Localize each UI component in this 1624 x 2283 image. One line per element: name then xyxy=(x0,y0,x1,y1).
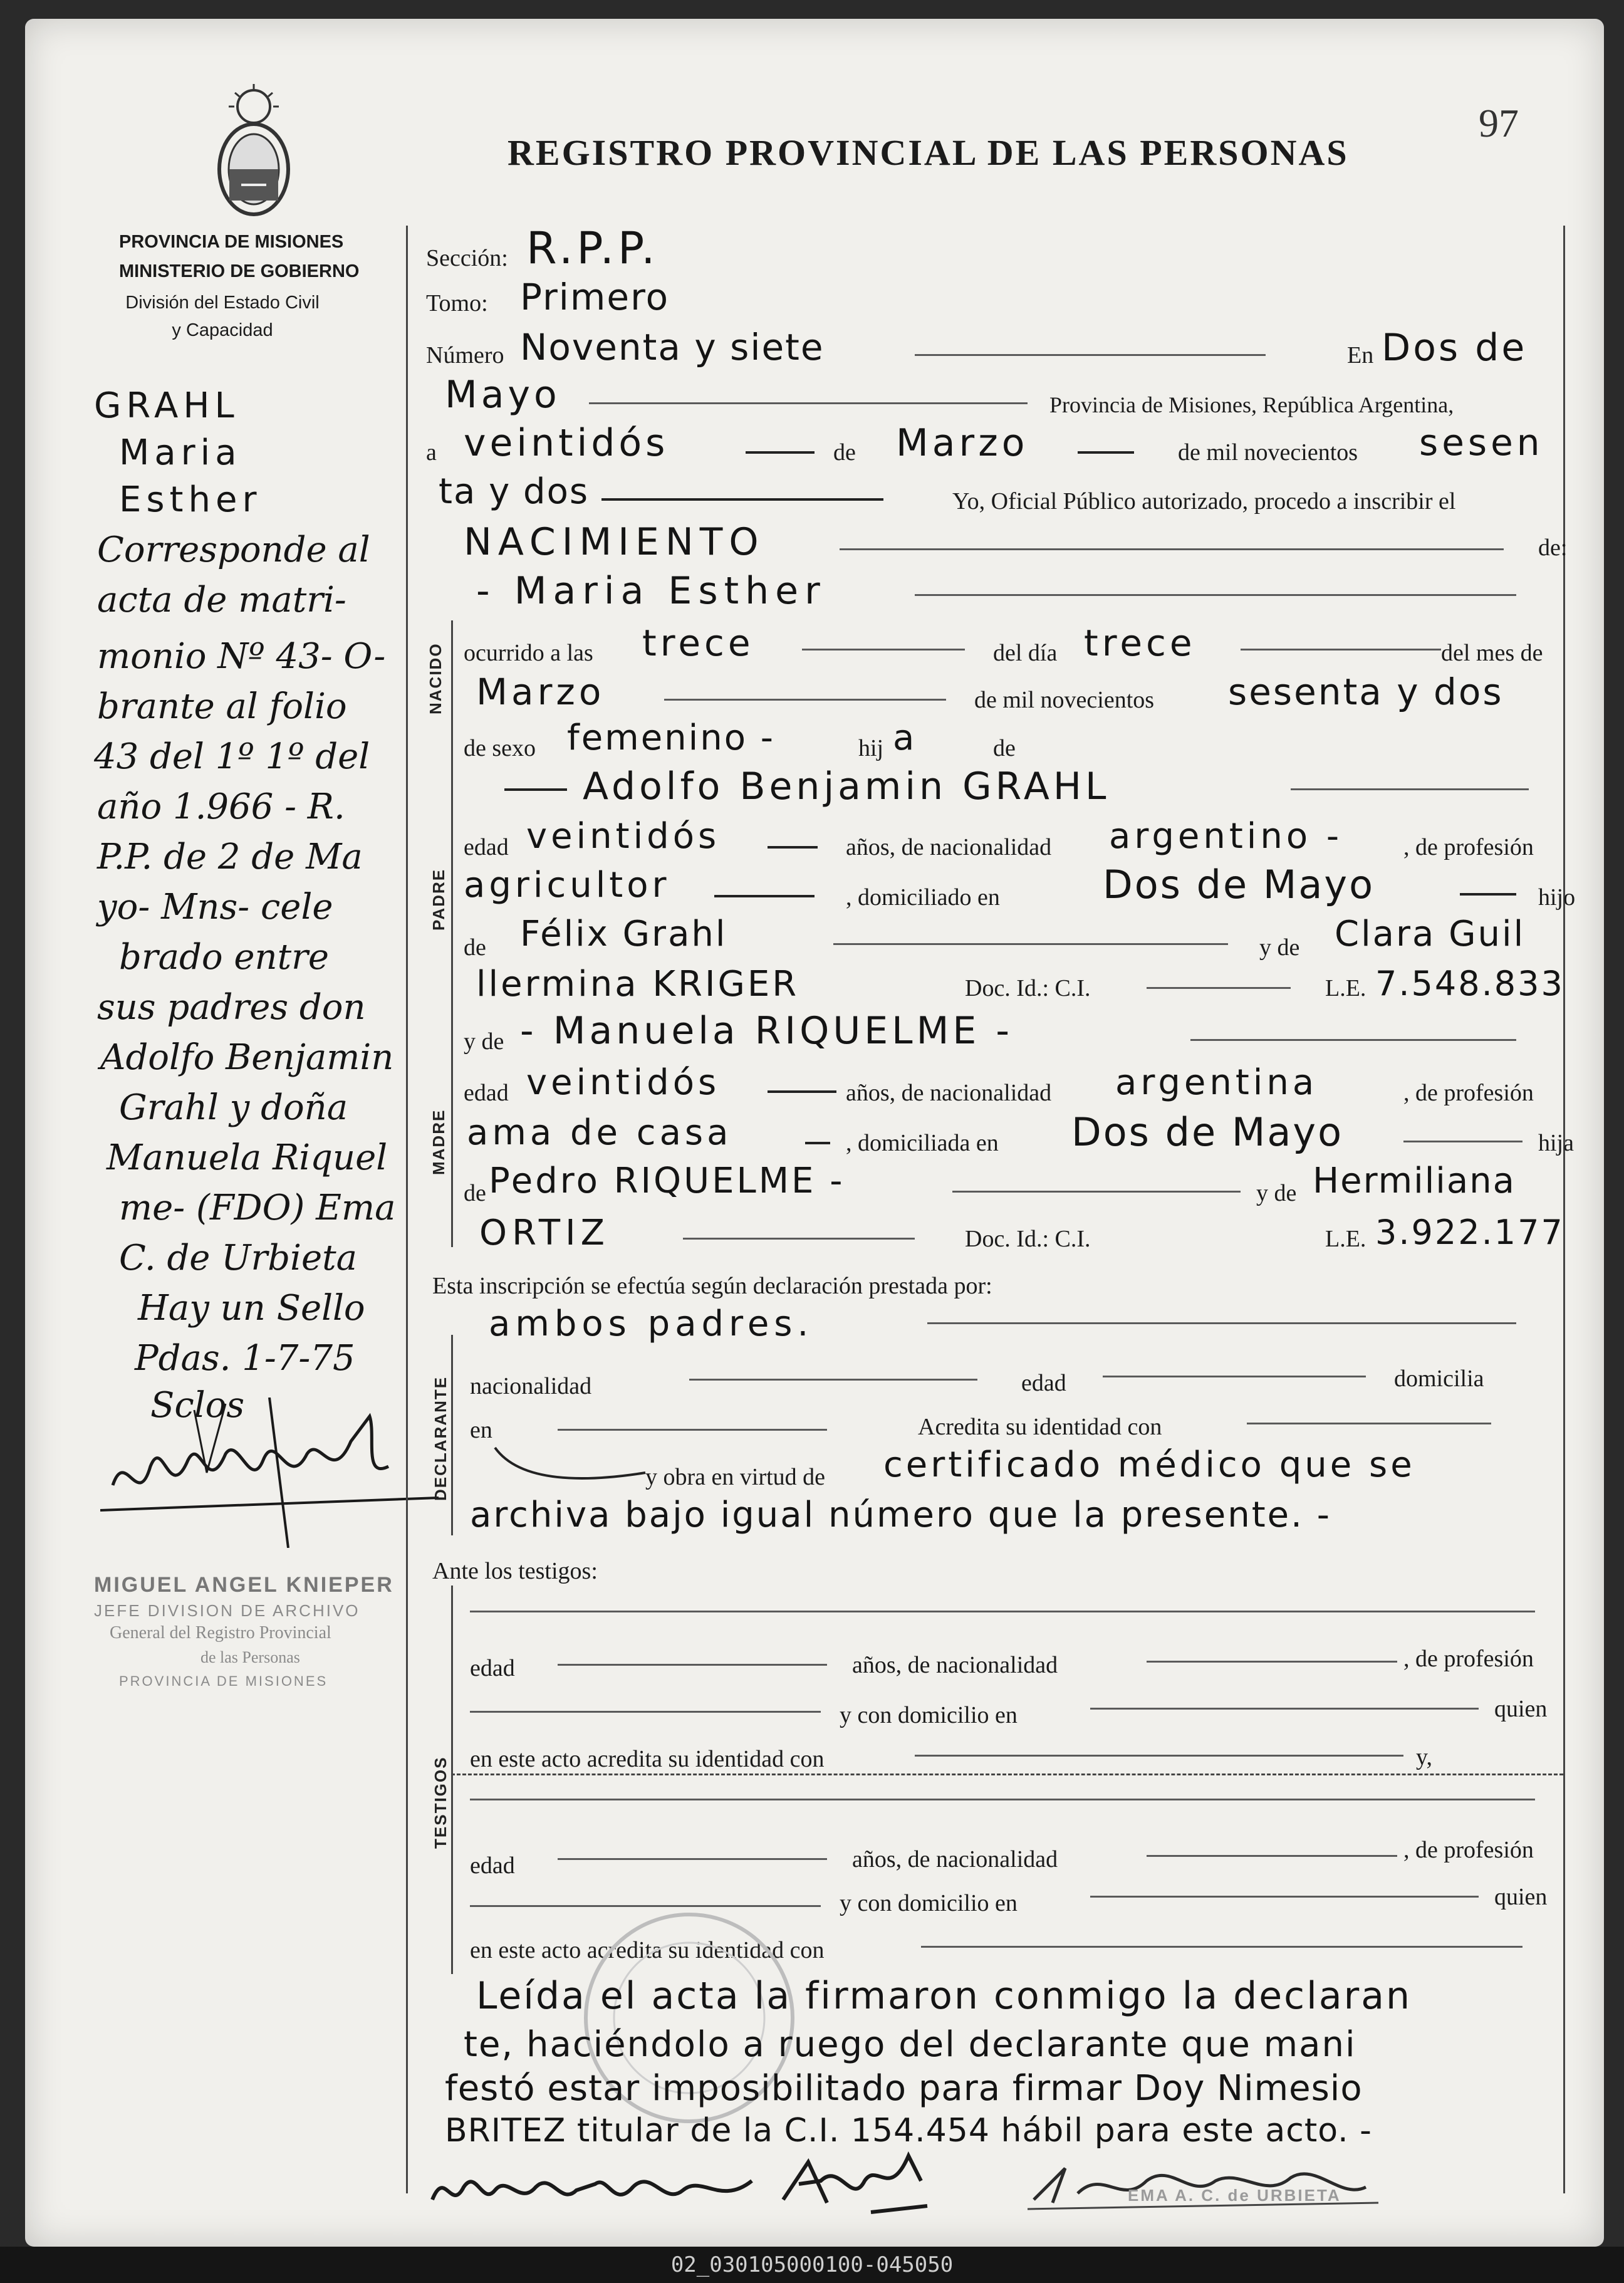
madre-prof-dash xyxy=(805,1142,830,1144)
margin-line: yo- Mns- cele xyxy=(97,887,333,927)
decl-obra-value: certificado médico que se xyxy=(883,1445,1415,1485)
padre-de-label: de xyxy=(464,934,486,961)
a-label: a xyxy=(426,439,437,466)
decl-check-mark xyxy=(489,1429,652,1504)
margin-line: sus padres don xyxy=(97,987,366,1028)
margin-line: Manuela Riquel xyxy=(107,1137,388,1178)
decl-nac-label: nacionalidad xyxy=(470,1373,592,1399)
t2-edad-label: edad xyxy=(470,1852,515,1879)
madre-doc-label: Doc. Id.: C.I. xyxy=(965,1226,1091,1252)
padre-yde-label: y de xyxy=(1259,934,1300,961)
t2-nac-line xyxy=(1147,1855,1397,1857)
dia-label: del día xyxy=(993,640,1058,666)
padre-prof-label: , de profesión xyxy=(1403,834,1534,860)
padre-edad-label: edad xyxy=(464,834,509,860)
archive-stamp-province: PROVINCIA DE MISIONES xyxy=(119,1673,328,1689)
margin-line: Maria xyxy=(119,432,242,473)
t2-edad-line xyxy=(558,1858,827,1860)
registry-title: REGISTRO PROVINCIAL DE LAS PERSONAS xyxy=(508,132,1349,173)
madre-le-value: 3.922.177 xyxy=(1375,1213,1564,1252)
de-label: de xyxy=(833,439,856,466)
padre-pre-dash xyxy=(504,788,567,791)
margin-line: 43 del 1º 1º del xyxy=(94,736,370,777)
dia-dash xyxy=(746,451,815,454)
t1-edad-line xyxy=(558,1664,827,1666)
margin-line: monio Nº 43- O- xyxy=(97,636,386,677)
padre-le-value: 7.548.833 xyxy=(1375,964,1564,1003)
mil-label: de mil novecientos xyxy=(1178,439,1358,466)
t1-nac-label: años, de nacionalidad xyxy=(852,1652,1058,1678)
en-label: En xyxy=(1347,342,1374,368)
officer-stamp: EMA A. C. de URBIETA xyxy=(1128,2186,1341,2205)
seccion-label: Sección: xyxy=(426,245,508,271)
dia-line xyxy=(1241,649,1441,650)
seccion-value: R.P.P. xyxy=(526,222,659,274)
madre-nac-value: argentina xyxy=(1115,1062,1318,1103)
mes-label: del mes de xyxy=(1441,640,1543,666)
hij-value: a xyxy=(893,718,919,758)
madre-le-label: L.E. xyxy=(1325,1226,1366,1252)
t1-y-label: y, xyxy=(1416,1744,1433,1770)
numero-line xyxy=(915,354,1266,356)
t1-edad-label: edad xyxy=(470,1655,515,1681)
madre-yde-label: y de xyxy=(464,1028,504,1055)
anio-cont-line xyxy=(601,498,883,501)
de-padres-label: de xyxy=(993,735,1016,761)
declarante-block-border xyxy=(451,1335,453,1535)
abuela-materna-value: Hermiliana xyxy=(1313,1161,1516,1201)
t1-dom-label: y con domicilio en xyxy=(840,1702,1018,1728)
closing-line-1: Leída el acta la firmaron conmigo la declaran xyxy=(476,1974,1412,2018)
province-line: PROVINCIA DE MISIONES xyxy=(119,232,344,252)
signature-father xyxy=(777,2143,934,2225)
numero-label: Número xyxy=(426,342,504,368)
acto-value: NACIMIENTO xyxy=(464,520,765,564)
acto-line xyxy=(840,548,1504,550)
madre-dom-label: , domiciliada en xyxy=(846,1130,999,1156)
declarante-section-label: DECLARANTE xyxy=(431,1376,450,1501)
tomo-value: Primero xyxy=(520,276,670,318)
madre-edad-dash xyxy=(768,1090,836,1093)
testigo2-name-line xyxy=(470,1799,1535,1800)
t1-quien-label: quien xyxy=(1494,1696,1548,1722)
closing-line-2: te, haciéndolo a ruego del declarante que mani xyxy=(464,2024,1356,2065)
padre-block-border xyxy=(451,796,453,1047)
margin-line: Adolfo Benjamin xyxy=(100,1037,394,1078)
mes-line xyxy=(664,699,946,701)
mes-nacimiento-value: Marzo xyxy=(476,671,605,713)
decl-obra-cont: archiva bajo igual número que la presente. - xyxy=(470,1495,1331,1535)
anio-inscripcion-value: sesen xyxy=(1419,421,1544,464)
t1-nac-line xyxy=(1147,1661,1397,1663)
decl-en-label: en xyxy=(470,1417,492,1443)
madre-prof-value: ama de casa xyxy=(467,1112,732,1153)
padre-edad-value: veintidós xyxy=(526,816,721,857)
testigo1-name-line xyxy=(470,1611,1535,1612)
madre-hija-label: hija xyxy=(1538,1130,1574,1156)
abuela-paterna-value: Clara Guil xyxy=(1335,914,1526,954)
abuelo-materno-value: Pedro RIQUELME - xyxy=(489,1161,845,1201)
madre-dom-line xyxy=(1403,1141,1522,1142)
abuelo-materno-line xyxy=(952,1191,1241,1193)
madre-nac-label: años, de nacionalidad xyxy=(846,1080,1052,1106)
capacity-line: y Capacidad xyxy=(172,320,273,340)
ministry-line: MINISTERIO DE GOBIERNO xyxy=(119,261,360,281)
padre-nac-label: años, de nacionalidad xyxy=(846,834,1052,860)
decl-obra-label: y obra en virtud de xyxy=(645,1464,826,1490)
decl-edad-label: edad xyxy=(1021,1370,1066,1396)
closing-acredita-line xyxy=(921,1946,1522,1948)
t2-prof-label: , de profesión xyxy=(1403,1837,1534,1863)
t1-dom-line xyxy=(1090,1708,1479,1710)
t2-dom-label: y con domicilio en xyxy=(840,1890,1018,1916)
hora-value: trece xyxy=(642,622,754,664)
padre-le-label: L.E. xyxy=(1325,975,1366,1001)
anio-label: de mil novecientos xyxy=(974,687,1155,713)
padre-doc-label: Doc. Id.: C.I. xyxy=(965,975,1091,1001)
margin-line: Hay un Sello xyxy=(138,1288,365,1329)
decl-nac-line xyxy=(689,1379,977,1381)
hora-line xyxy=(802,649,965,650)
hora-label: ocurrido a las xyxy=(464,640,593,666)
oficial-text: Yo, Oficial Público autorizado, procedo a inscribir el xyxy=(952,488,1456,515)
testigos-block-border xyxy=(451,1586,453,1974)
madre-edad-value: veintidós xyxy=(526,1062,721,1103)
abuela-materna-cont: ORTIZ xyxy=(479,1213,610,1253)
madre-nombre-value: - Manuela RIQUELME - xyxy=(520,1009,1014,1053)
t1-prof-label: , de profesión xyxy=(1403,1646,1534,1672)
page-number: 97 xyxy=(1479,101,1519,145)
sexo-label: de sexo xyxy=(464,735,536,761)
padre-prof-value: agricultor xyxy=(464,865,670,906)
abuelo-line xyxy=(833,943,1228,945)
nombre-nacido-value: - Maria Esther xyxy=(476,569,826,613)
decl-acredita-label: Acredita su identidad con xyxy=(918,1414,1162,1440)
madre-block-border xyxy=(451,1047,453,1247)
margin-line: Corresponde al xyxy=(97,530,370,570)
margin-line: Esther xyxy=(119,479,262,520)
mes-inscripcion-value: Marzo xyxy=(896,421,1029,465)
division-line: División del Estado Civil xyxy=(125,293,320,313)
padre-nac-value: argentino - xyxy=(1109,816,1343,857)
signature-mother xyxy=(426,2156,764,2225)
provincia-text: Provincia de Misiones, República Argentina, xyxy=(1049,392,1454,417)
nacido-section-label: NACIDO xyxy=(426,642,445,714)
madre-edad-label: edad xyxy=(464,1080,509,1106)
decl-dom-label: domicilia xyxy=(1394,1366,1484,1392)
decl-acredita-line xyxy=(1247,1423,1491,1424)
registry-page xyxy=(25,19,1604,2247)
form-right-border xyxy=(1563,226,1565,2193)
de-colon-label: de: xyxy=(1538,535,1568,561)
madre-section-label: MADRE xyxy=(429,1109,448,1175)
madre-nombre-line xyxy=(1190,1039,1516,1041)
dia-nacimiento-value: trece xyxy=(1084,622,1196,664)
testigos-section-label: TESTIGOS xyxy=(431,1756,450,1849)
margin-line: brado entre xyxy=(119,937,329,978)
padre-nombre-value: Adolfo Benjamin GRAHL xyxy=(583,765,1110,808)
form-left-border xyxy=(406,226,408,2193)
en-value-cont: Mayo xyxy=(445,373,561,417)
t2-quien-label: quien xyxy=(1494,1884,1548,1910)
signature-officer xyxy=(1028,2143,1403,2218)
en-cont-line xyxy=(589,402,1028,404)
padre-dom-label: , domiciliado en xyxy=(846,884,1000,911)
margin-line: año 1.966 - R. xyxy=(97,786,345,827)
madre-dom-value: Dos de Mayo xyxy=(1071,1109,1344,1155)
declarante-line xyxy=(927,1322,1516,1324)
hij-label: hij xyxy=(858,735,884,761)
margin-signature xyxy=(100,1397,451,1548)
t2-nac-label: años, de nacionalidad xyxy=(852,1846,1058,1873)
t2-dom-line xyxy=(1090,1896,1479,1898)
margin-line: P.P. de 2 de Ma xyxy=(97,837,363,877)
padre-nombre-line xyxy=(1291,788,1529,790)
margin-line: Grahl y doña xyxy=(119,1087,348,1128)
mes-dash xyxy=(1078,451,1134,454)
coat-of-arms-icon xyxy=(207,81,301,226)
abuelo-paterno-value: Félix Grahl xyxy=(520,914,727,954)
margin-line: brante al folio xyxy=(97,686,347,727)
archive-stamp-office2: de las Personas xyxy=(200,1648,300,1666)
nacido-block-border xyxy=(451,620,453,796)
margin-line: acta de matri- xyxy=(97,580,346,620)
padre-section-label: PADRE xyxy=(429,868,448,931)
margin-line: me- (FDO) Ema xyxy=(119,1188,396,1228)
margin-line: Sclos xyxy=(150,1385,245,1426)
padre-prof-dash xyxy=(714,895,815,897)
declarante-value: ambos padres. xyxy=(489,1303,814,1344)
anio-nacimiento-value: sesenta y dos xyxy=(1228,671,1504,713)
nombre-line xyxy=(915,594,1516,596)
margin-line: C. de Urbieta xyxy=(119,1238,357,1278)
madre-yde2-label: y de xyxy=(1256,1180,1297,1206)
closing-acredita-label: en este acto acredita su identidad con xyxy=(470,1937,825,1963)
padre-doc-line xyxy=(1147,987,1291,989)
archive-stamp-name: MIGUEL ANGEL KNIEPER xyxy=(94,1573,394,1597)
padre-edad-dash xyxy=(768,846,818,849)
decl-edad-line xyxy=(1103,1376,1366,1377)
sexo-value: femenino - xyxy=(567,718,775,758)
archive-stamp-office: General del Registro Provincial xyxy=(110,1623,331,1643)
closing-line-3: festó estar imposibilitado para firmar Doy Nimesio xyxy=(445,2068,1363,2109)
madre-de-label: de xyxy=(464,1180,486,1206)
abuela-materna-line xyxy=(683,1238,915,1240)
dia-inscripcion-value: veintidós xyxy=(464,421,669,465)
t1-acredita-line xyxy=(915,1755,1403,1757)
closing-line-4: BRITEZ titular de la C.I. 154.454 hábil para este acto. - xyxy=(445,2112,1372,2150)
t1-acredita-label: en este acto acredita su identidad con xyxy=(470,1746,825,1772)
archive-stamp-role: JEFE DIVISION DE ARCHIVO xyxy=(94,1601,360,1620)
abuela-paterna-cont: llermina KRIGER xyxy=(476,964,799,1005)
margin-line: Pdas. 1-7-75 xyxy=(135,1338,355,1379)
testigos-divider xyxy=(451,1774,1563,1775)
padre-dom-value: Dos de Mayo xyxy=(1103,862,1375,907)
testigos-intro: Ante los testigos: xyxy=(432,1558,598,1584)
tomo-label: Tomo: xyxy=(426,290,488,316)
anio-inscripcion-cont: ta y dos xyxy=(439,471,589,512)
padre-dom-dash xyxy=(1460,893,1516,896)
image-id-label: 02_030105000100-045050 xyxy=(670,2252,954,2277)
declarante-intro: Esta inscripción se efectúa según declaración prestada por: xyxy=(432,1273,992,1299)
numero-value: Noventa y siete xyxy=(520,326,825,368)
madre-prof-label: , de profesión xyxy=(1403,1080,1534,1106)
margin-line: GRAHL xyxy=(94,385,239,426)
en-value: Dos de xyxy=(1382,326,1528,370)
t1-prof-value-line xyxy=(470,1711,821,1713)
padre-hijo-label: hijo xyxy=(1538,884,1576,911)
